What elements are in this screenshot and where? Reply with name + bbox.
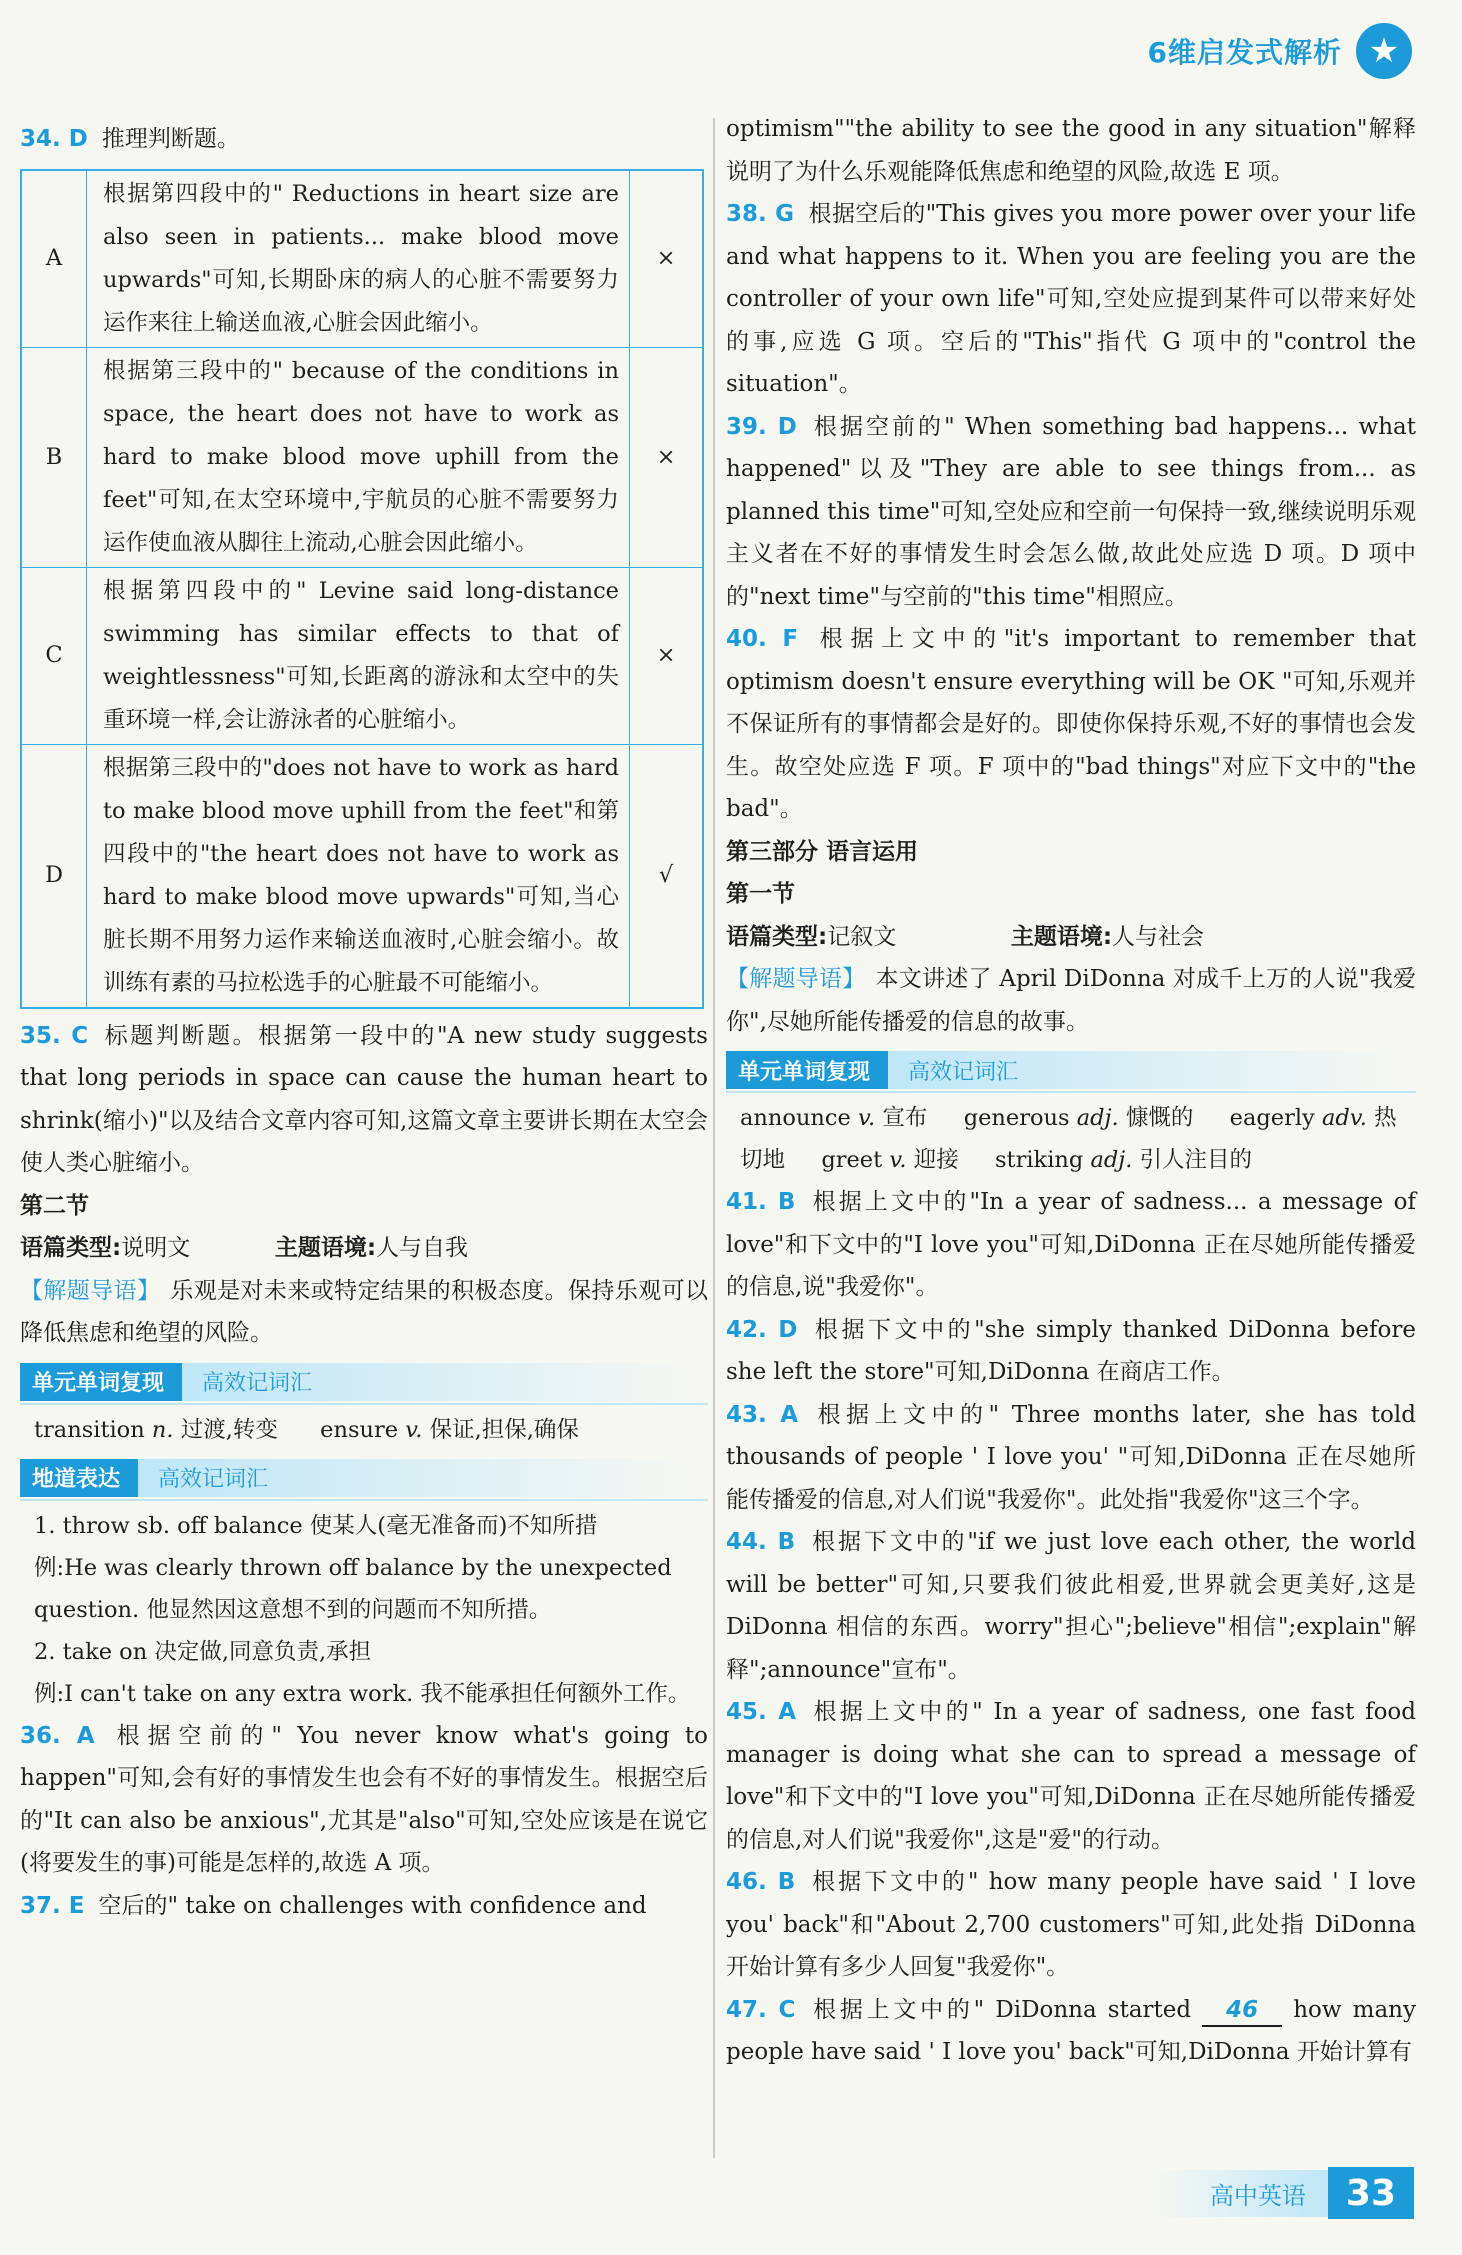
q37-continued: optimism""the ability to see the good in any situation"解释说明了为什么乐观能降低焦虑和绝望的风险,故选 E 项。 [726, 116, 1416, 185]
q40-number: 40. F [726, 626, 799, 652]
q34-number: 34. D [20, 126, 88, 152]
vocab-word: ensure [320, 1416, 399, 1443]
vocab-banner [20, 1363, 708, 1401]
q47-blank: 46 [1202, 1995, 1282, 2027]
header [1148, 20, 1412, 82]
page-number: 33 [1328, 2167, 1414, 2219]
q44-text: 根据下文中的"if we just love each other, the world will be better"可知,只要我们彼此相爱,世界就会更美好,这是 DiDonna 相信的东西。worry"担心";believe"相信";explain"解释";announce"宣布"。 [726, 1529, 1416, 1683]
expression-line: 1. throw sb. off balance 使某人(毫无准备而)不知所措 [34, 1512, 598, 1539]
option-explanation: 根据第三段中的"does not have to work as hard to make blood move uphill from the feet"和第四段中的"the heart does not have to work as hard to make blood move upwards"可知,当心脏长期不用努力运作来输送血液时,心脏会缩小。故训练有素的马拉松选手的心脏最不可能缩小。 [87, 744, 630, 1008]
section-heading: 第一节 [726, 881, 795, 907]
vocab-banner-subtitle: 高效记词汇 [182, 1363, 708, 1401]
guide-text: 本文讲述了 April DiDonna 对成千上万的人说"我爱你",尽她所能传播爱的信息的故事。 [726, 966, 1417, 1035]
option-explanation: 根据第四段中的" Levine said long-distance swimming has similar effects to that of weightlessness"可知,长距离的游泳和太空中的失重环境一样,会让游泳者的心脏缩小。 [87, 567, 630, 744]
q46-number: 46. B [726, 1869, 796, 1895]
table-row [21, 170, 703, 348]
vocab-list [20, 1409, 708, 1451]
q44-number: 44. B [726, 1529, 796, 1555]
theme-value: 人与自我 [376, 1235, 469, 1261]
q37-answer [20, 1885, 708, 1928]
part-heading: 第三部分 语言运用 [726, 838, 919, 865]
q41-text: 根据上文中的"In a year of sadness... a message of love"和下文中的"I love you"可知,DiDonna 正在尽她所能传播爱的信息,说"我爱你"。 [726, 1189, 1416, 1300]
genre-value: 说明文 [121, 1235, 191, 1261]
expression-line: 2. take on 决定做,同意负责,承担 [34, 1638, 372, 1665]
vocab-pos: v. [405, 1416, 423, 1443]
q36-text: 根据空前的" You never know what's going to happen"可知,会有好的事情发生也会有不好的事情发生。根据空后的"It can also be anxious",尤其是"also"可知,空处应该是在说它(将要发生的事)可能是怎样的,故选 A 项。 [20, 1722, 708, 1876]
q47-text-post: how many people have said ' I love you' back"可知,DiDonna 开始计算有 [726, 1996, 1416, 2065]
q38-text: 根据空后的"This gives you more power over your life and what happens to it. When you are feeling you are the controller of your own life"可知,空处应提到某件可以带来好处的事,应选 G 项。空后的"This"指代 G 项中的"control the situation"。 [726, 201, 1416, 397]
q44-answer [726, 1521, 1416, 1691]
q42-number: 42. D [726, 1316, 798, 1343]
guide-paragraph [20, 1270, 708, 1355]
q45-answer [726, 1691, 1416, 1861]
option-label: D [21, 744, 87, 1008]
vocab-list [726, 1097, 1416, 1181]
vocab-word: greet [821, 1147, 883, 1173]
q42-text: 根据下文中的"she simply thanked DiDonna before she left the store"可知,DiDonna 在商店工作。 [726, 1316, 1417, 1385]
q36-number: 36. A [20, 1722, 95, 1749]
footer [1150, 2167, 1414, 2219]
theme-label: 主题语境: [274, 1235, 377, 1261]
expression-banner-title: 地道表达 [20, 1459, 138, 1497]
vocab-pos: n. [151, 1416, 174, 1443]
q35-number: 35. C [20, 1022, 89, 1049]
vocab-meaning: 过渡,转变 [180, 1416, 278, 1443]
theme-value: 人与社会 [1112, 923, 1205, 950]
right-column [726, 108, 1416, 2074]
vocab-banner-title: 单元单词复现 [726, 1051, 888, 1089]
vocab-meaning: 引人注目的 [1139, 1147, 1253, 1173]
q37-text: 空后的" take on challenges with confidence and [98, 1892, 647, 1919]
footer-subject: 高中英语 [1150, 2170, 1328, 2217]
q45-text: 根据上文中的" In a year of sadness, one fast food manager is doing what she can to spread a message of love"和下文中的"I love you"可知,DiDonna 正在尽她所能传播爱的信息,对人们说"我爱你",这是"爱"的行动。 [726, 1699, 1416, 1853]
q34-type: 推理判断题。 [101, 126, 240, 152]
option-label: B [21, 347, 87, 567]
option-label: C [21, 567, 87, 744]
q34-heading [20, 118, 708, 161]
vocab-banner-subtitle: 高效记词汇 [888, 1051, 1416, 1089]
guide-label: 【解题导语】 [20, 1277, 161, 1304]
guide-text: 乐观是对未来或特定结果的积极态度。保持乐观可以降低焦虑和绝望的风险。 [20, 1277, 709, 1346]
table-row [21, 744, 703, 1008]
vocab-word: striking [995, 1147, 1084, 1173]
q35-text: 标题判断题。根据第一段中的"A new study suggests that long periods in space can cause the human heart to shrink(缩小)"以及结合文章内容可知,这篇文章主要讲长期在太空会使人类心脏缩小。 [20, 1022, 708, 1176]
q38-answer [726, 193, 1416, 406]
vocab-pos: adj. [1090, 1147, 1133, 1173]
table-row [21, 347, 703, 567]
q41-answer [726, 1181, 1416, 1309]
q41-number: 41. B [726, 1189, 796, 1215]
genre-label: 语篇类型: [20, 1235, 122, 1261]
vocab-pos: adj. [1076, 1105, 1119, 1131]
vocab-word: announce [740, 1105, 851, 1131]
genre-label: 语篇类型: [726, 923, 828, 950]
expression-example: 例:I can't take on any extra work. 我不能承担任何额外工作。 [34, 1680, 691, 1707]
q39-number: 39. D [726, 413, 797, 440]
q43-text: 根据上文中的" Three months later, she has told thousands of people ' I love you' "可知,DiDonna 正在尽她所能传播爱的信息,对人们说"我爱你"。此处指"我爱你"这三个字。 [726, 1401, 1416, 1513]
cross-mark-icon: × [630, 347, 704, 567]
vocab-banner-title: 单元单词复现 [20, 1363, 182, 1401]
expression-banner-subtitle: 高效记词汇 [138, 1459, 708, 1497]
q42-answer [726, 1309, 1416, 1394]
vocab-pos: v. [889, 1147, 907, 1173]
q40-text: 根据上文中的"it's important to remember that optimism doesn't ensure everything will be OK "可知,乐观并不保证所有的事情都会是好的。即使你保持乐观,不好的事情也会发生。故空处应选 F 项。F 项中的"bad things"对应下文中的"the bad"。 [726, 626, 1417, 822]
section-heading: 第二节 [20, 1192, 89, 1219]
q47-text-pre: 根据上文中的" DiDonna started [809, 1996, 1192, 2023]
guide-label: 【解题导语】 [726, 966, 866, 992]
genre-value: 记叙文 [827, 923, 897, 950]
vocab-meaning: 迎接 [913, 1147, 959, 1173]
q34-analysis-table [20, 169, 704, 1009]
vocab-meaning: 慷慨的 [1125, 1105, 1194, 1131]
option-label: A [21, 170, 87, 348]
q43-number: 43. A [726, 1401, 799, 1428]
left-column [20, 118, 708, 1927]
option-explanation: 根据第四段中的" Reductions in heart size are also seen in patients... make blood move upwards"可知,长期卧床的病人的心脏不需要努力运作来往上输送血液,心脏会因此缩小。 [87, 170, 630, 348]
expression-banner [20, 1459, 708, 1497]
genre-theme-line [20, 1227, 708, 1270]
q35-answer [20, 1015, 708, 1185]
q37-number: 37. E [20, 1892, 85, 1919]
vocab-word: eagerly [1229, 1105, 1315, 1131]
vocab-meaning: 宣布 [882, 1105, 928, 1131]
genre-theme-line [726, 916, 1416, 959]
vocab-pos: adv. [1321, 1105, 1367, 1131]
vocab-meaning: 热切地 [740, 1105, 1397, 1173]
q43-answer [726, 1394, 1416, 1522]
column-divider [713, 118, 715, 2158]
header-title: 6维启发式解析 [1147, 36, 1342, 69]
vocab-meaning: 保证,担保,确保 [429, 1416, 579, 1443]
star-badge-icon: ★ [1356, 23, 1412, 79]
q47-answer [726, 1989, 1416, 2074]
q40-answer [726, 618, 1416, 831]
check-mark-icon: √ [630, 744, 704, 1008]
q46-text: 根据下文中的" how many people have said ' I love you' back"和"About 2,700 customers"可知,此处指 DiDonna 开始计算有多少人回复"我爱你"。 [726, 1869, 1416, 1980]
option-explanation: 根据第三段中的" because of the conditions in space, the heart does not have to work as hard to make blood move uphill from the feet"可知,在太空环境中,宇航员的心脏不需要努力运作使血液从脚往上流动,心脏会因此缩小。 [87, 347, 630, 567]
cross-mark-icon: × [630, 567, 704, 744]
vocab-pos: v. [858, 1105, 876, 1131]
q47-number: 47. C [726, 1996, 796, 2023]
q39-text: 根据空前的" When something bad happens... what happened"以及"They are able to see things from... as planned this time"可知,空处应和空前一句保持一致,继续说明乐观主义者在不好的事情发生时会怎么做,故此处应选 D 项。D 项中的"next time"与空前的"this time"相照应。 [726, 413, 1417, 610]
vocab-word: generous [963, 1105, 1070, 1131]
guide-paragraph [726, 958, 1416, 1043]
q39-answer [726, 406, 1416, 619]
table-row [21, 567, 703, 744]
q36-answer [20, 1715, 708, 1885]
cross-mark-icon: × [630, 170, 704, 348]
q38-number: 38. G [726, 201, 795, 227]
vocab-banner [726, 1051, 1416, 1089]
q46-answer [726, 1861, 1416, 1989]
q45-number: 45. A [726, 1699, 796, 1725]
theme-label: 主题语境: [1010, 923, 1113, 950]
expression-example: 例:He was clearly thrown off balance by the unexpected question. 他显然因这意想不到的问题而不知所措。 [34, 1554, 672, 1623]
vocab-word: transition [34, 1416, 145, 1443]
